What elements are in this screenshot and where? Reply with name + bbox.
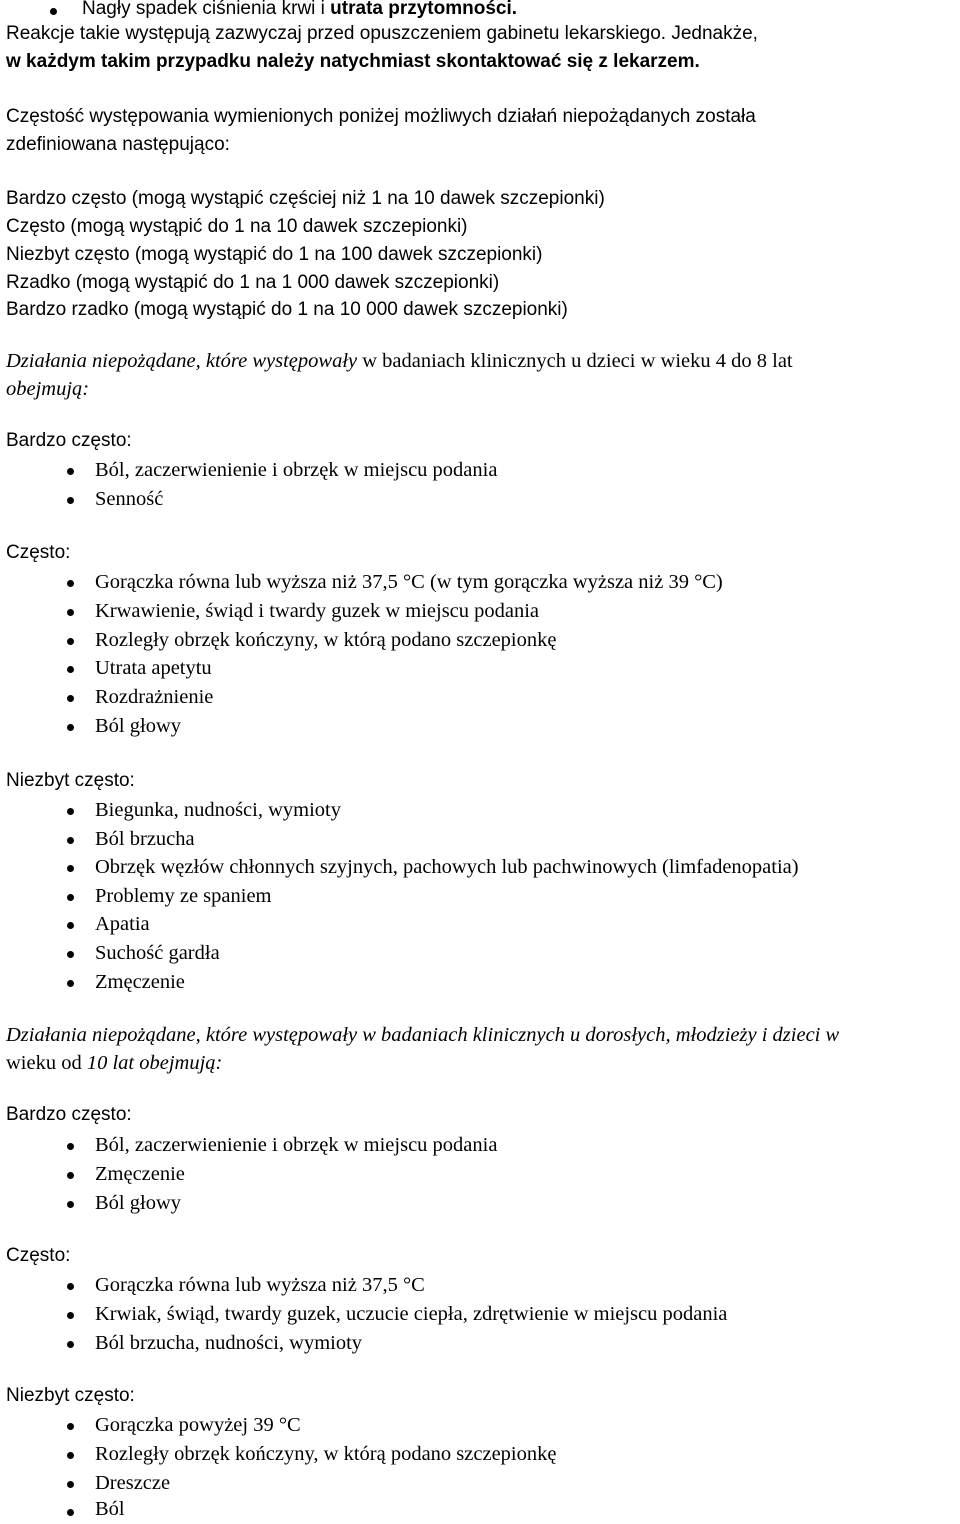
children-intro-line-2: obejmują:	[6, 378, 90, 400]
list-item: Gorączka równa lub wyższa niż 37,5 °C	[95, 1274, 425, 1296]
adults-intro-line-2	[6, 1049, 222, 1078]
list-item: Ból głowy	[95, 715, 181, 737]
children-intro-normal: w badaniach klinicznych u dzieci w wieku 4 do 8 lat	[357, 350, 793, 372]
list-item: Ból brzucha	[95, 828, 195, 850]
bullet-icon	[67, 980, 74, 987]
bullet-icon	[67, 865, 74, 872]
intro-line-1: Reakcje takie występują zazwyczaj przed opuszczeniem gabinetu lekarskiego. Jednakże,	[6, 23, 758, 44]
children-very-common-heading: Bardzo często:	[6, 430, 132, 451]
frequency-def-common: Często (mogą wystąpić do 1 na 10 dawek szczepionki)	[6, 216, 468, 237]
list-item: Suchość gardła	[95, 942, 220, 964]
bullet-icon	[67, 468, 74, 475]
frequency-line-1: Częstość występowania wymienionych poniżej możliwych działań niepożądanych została	[6, 106, 756, 127]
bullet-icon	[67, 1423, 74, 1430]
frequency-def-very-rare: Bardzo rzadko (mogą wystąpić do 1 na 10 000 dawek szczepionki)	[6, 299, 568, 320]
children-uncommon-heading: Niezbyt często:	[6, 770, 135, 791]
bullet-icon	[67, 1283, 74, 1290]
children-intro-italic: Działania niepożądane, które występowały	[6, 350, 358, 372]
frequency-def-rare: Rzadko (mogą wystąpić do 1 na 1 000 dawek szczepionki)	[6, 272, 500, 293]
bullet-icon	[67, 922, 74, 929]
list-item: Krwawienie, świąd i twardy guzek w miejscu podania	[95, 600, 540, 622]
list-item: Ból, zaczerwienienie i obrzęk w miejscu podania	[95, 1134, 498, 1156]
frequency-def-uncommon: Niezbyt często (mogą wystąpić do 1 na 100 dawek szczepionki)	[6, 244, 543, 265]
frequency-def-very-common: Bardzo często (mogą wystąpić częściej niż 1 na 10 dawek szczepionki)	[6, 188, 605, 209]
bullet-icon	[67, 894, 74, 901]
list-item: Gorączka powyżej 39 °C	[95, 1414, 301, 1436]
children-intro-line-1	[6, 347, 793, 376]
adults-uncommon-heading: Niezbyt często:	[6, 1385, 135, 1406]
adults-very-common-heading: Bardzo często:	[6, 1104, 132, 1125]
adults-intro-line-1: Działania niepożądane, które występowały w badaniach klinicznych u dorosłych, młodzieży i dzieci w	[6, 1024, 840, 1046]
bullet-icon	[67, 1509, 74, 1516]
list-item: Rozdrażnienie	[95, 686, 214, 708]
bullet-icon	[67, 1341, 74, 1348]
bullet-icon	[67, 837, 74, 844]
bullet-icon	[67, 1312, 74, 1319]
bullet-icon	[67, 580, 74, 587]
adults-intro-italic: 10 lat obejmują:	[86, 1052, 223, 1074]
list-item: Ból głowy	[95, 1192, 181, 1214]
intro-bullet-bold: utrata przytomności.	[330, 0, 518, 19]
list-item: Senność	[95, 488, 164, 510]
list-item: Utrata apetytu	[95, 657, 212, 679]
list-item: Problemy ze spaniem	[95, 885, 272, 907]
intro-bullet-item	[82, 0, 517, 21]
list-item: Ból	[95, 1498, 125, 1520]
list-item: Krwiak, świąd, twardy guzek, uczucie ciepła, zdrętwienie w miejscu podania	[95, 1303, 728, 1325]
intro-line-2: w każdym takim przypadku należy natychmiast skontaktować się z lekarzem.	[6, 51, 700, 72]
bullet-icon	[67, 638, 74, 645]
list-item: Dreszcze	[95, 1472, 171, 1494]
children-common-heading: Często:	[6, 542, 71, 563]
bullet-icon	[67, 1201, 74, 1208]
bullet-icon	[67, 497, 74, 504]
bullet-icon	[67, 666, 74, 673]
bullet-icon	[67, 724, 74, 731]
list-item: Obrzęk węzłów chłonnych szyjnych, pachowych lub pachwinowych (limfadenopatia)	[95, 856, 799, 878]
list-item: Apatia	[95, 913, 150, 935]
bullet-icon	[67, 1172, 74, 1179]
bullet-icon	[67, 695, 74, 702]
bullet-icon	[67, 951, 74, 958]
bullet-icon	[67, 1452, 74, 1459]
list-item: Ból brzucha, nudności, wymioty	[95, 1332, 363, 1354]
bullet-icon	[67, 1143, 74, 1150]
list-item: Biegunka, nudności, wymioty	[95, 799, 341, 821]
bullet-icon	[67, 1481, 74, 1488]
intro-bullet-text: Nagły spadek ciśnienia krwi i	[82, 0, 331, 19]
adults-intro-normal: wieku od	[6, 1052, 87, 1074]
bullet-icon	[50, 8, 57, 15]
bullet-icon	[67, 609, 74, 616]
list-item: Gorączka równa lub wyższa niż 37,5 °C (w tym gorączka wyższa niż 39 °C)	[95, 571, 723, 593]
list-item: Rozległy obrzęk kończyny, w którą podano szczepionkę	[95, 1443, 557, 1465]
list-item: Zmęczenie	[95, 1163, 185, 1185]
list-item: Zmęczenie	[95, 971, 185, 993]
bullet-icon	[67, 808, 74, 815]
list-item: Rozległy obrzęk kończyny, w którą podano szczepionkę	[95, 629, 557, 651]
adults-common-heading: Często:	[6, 1245, 71, 1266]
frequency-line-2: zdefiniowana następująco:	[6, 134, 230, 155]
list-item: Ból, zaczerwienienie i obrzęk w miejscu podania	[95, 459, 498, 481]
